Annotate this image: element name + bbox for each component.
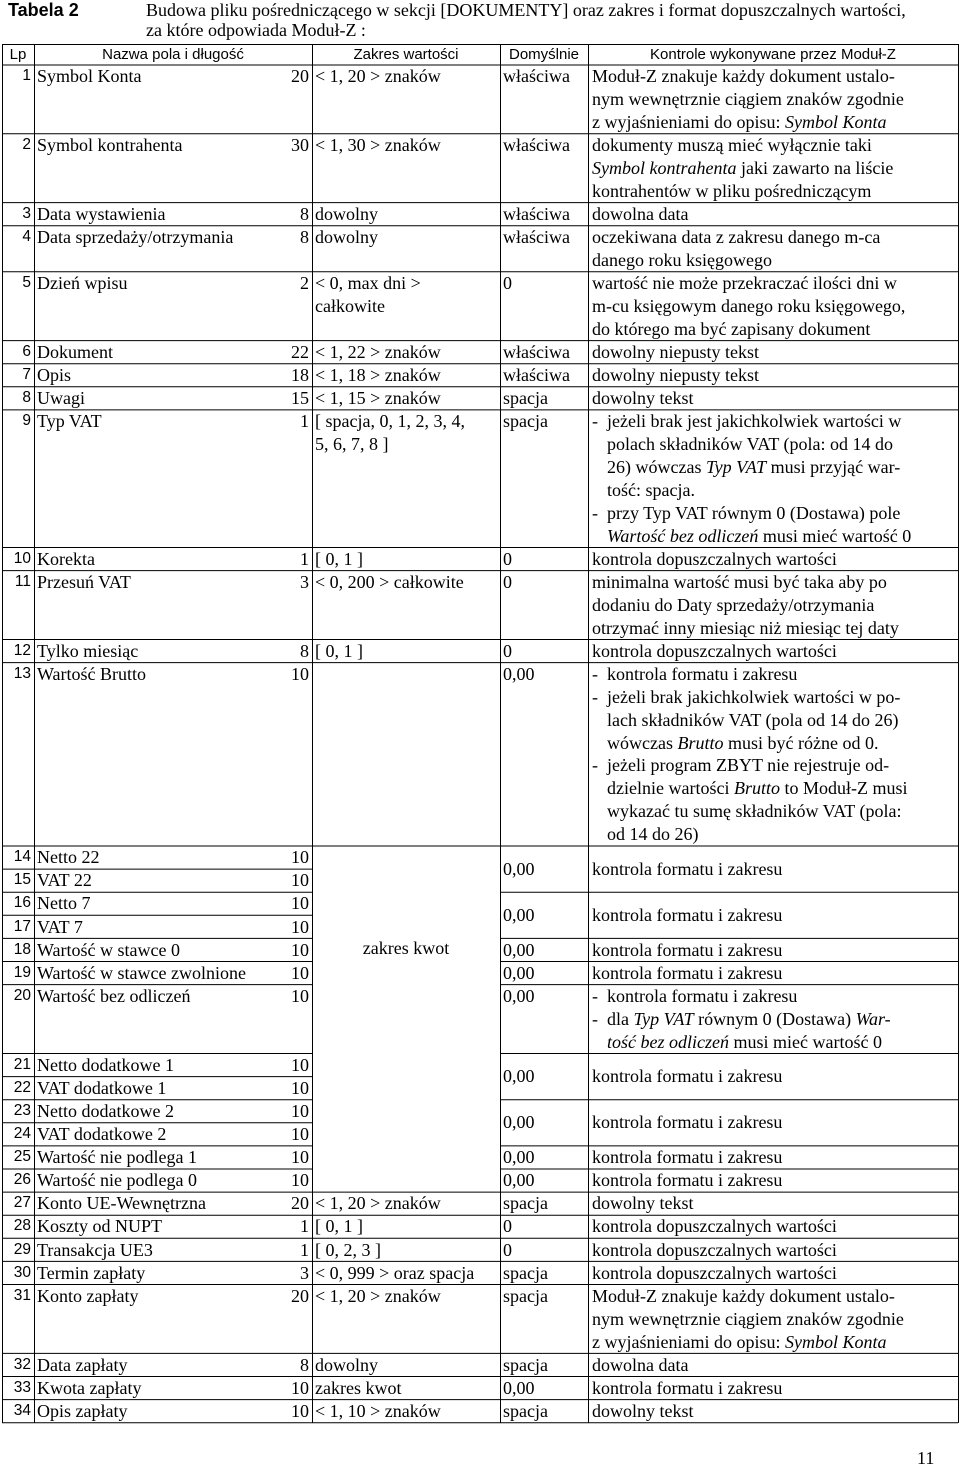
default-value: spacja <box>503 1400 548 1421</box>
default-value: spacja <box>503 1285 548 1306</box>
checks-text: dokumenty muszą mieć wyłącznie taki Symbol kontrahenta jaki zawarto na liście kontrahentów w pliku pośredniczącym <box>592 134 894 201</box>
value-range: < 1, 18 > znaków <box>315 364 441 385</box>
default-value: właściwa <box>503 134 570 155</box>
field-length: 20 <box>291 1285 309 1306</box>
value-range: < 1, 30 > znaków <box>315 134 441 155</box>
field-length: 10 <box>291 1170 309 1191</box>
row-number: 27 <box>13 1194 31 1212</box>
value-range: [ 0, 2, 3 ] <box>315 1239 381 1260</box>
field-name: Data wystawienia <box>37 203 166 224</box>
row-number: 11 <box>14 572 31 590</box>
checks-text: - jeżeli brak jest jakichkolwiek wartości w polach składników VAT (pola: od 14 do 26) wówczas Typ VAT musi przyjąć war- tość: spacja. - przy Typ VAT równym 0 (Dostawa) pole Wartość bez odliczeń musi mieć wartość 0 <box>592 411 912 546</box>
field-name: Opis zapłaty <box>37 1400 128 1421</box>
default-value: 0,00 <box>503 962 535 983</box>
field-name: Dokument <box>37 341 113 362</box>
value-range: [ 0, 1 ] <box>315 548 363 569</box>
checks-text: kontrola formatu i zakresu <box>592 904 783 925</box>
field-name: Netto 7 <box>37 893 91 914</box>
field-length: 10 <box>291 1054 309 1075</box>
field-name: Tylko miesiąc <box>37 640 139 661</box>
field-length: 3 <box>300 571 309 592</box>
field-length: 8 <box>300 640 309 661</box>
field-name: Konto UE-Wewnętrzna <box>37 1193 206 1214</box>
field-length: 1 <box>300 411 309 432</box>
checks-text: kontrola dopuszczalnych wartości <box>592 640 837 661</box>
field-name: Wartość nie podlega 0 <box>37 1170 197 1191</box>
default-value: właściwa <box>503 341 570 362</box>
default-value: właściwa <box>503 226 570 247</box>
field-length: 10 <box>291 870 309 891</box>
header-lp: Lp <box>9 46 27 63</box>
header-default: Domyślnie <box>508 46 580 63</box>
row-number: 3 <box>22 204 31 222</box>
checks-text: kontrola formatu i zakresu <box>592 1112 783 1133</box>
field-name: Symbol Konta <box>37 66 142 86</box>
default-value: 0,00 <box>503 858 535 879</box>
checks-text: kontrola dopuszczalnych wartości <box>592 1262 837 1283</box>
value-range: [ 0, 1 ] <box>315 1216 363 1237</box>
row-number: 26 <box>13 1171 31 1189</box>
value-range: [ spacja, 0, 1, 2, 3, 4, 5, 6, 7, 8 ] <box>315 411 465 454</box>
default-value: właściwa <box>503 203 570 224</box>
field-length: 10 <box>291 1377 309 1398</box>
value-range: < 1, 22 > znaków <box>315 341 441 362</box>
field-length: 10 <box>291 939 309 960</box>
field-name: Wartość w stawce zwolnione <box>37 962 246 983</box>
value-range: < 1, 20 > znaków <box>315 1193 441 1214</box>
field-length: 3 <box>300 1262 309 1283</box>
field-length: 8 <box>300 1354 309 1375</box>
row-number: 10 <box>13 549 31 567</box>
row-number: 4 <box>22 227 31 245</box>
field-name: Uwagi <box>37 388 85 408</box>
documents-table <box>0 44 960 1442</box>
value-range: < 1, 10 > znaków <box>315 1400 441 1421</box>
checks-text: dowolny tekst <box>592 388 694 408</box>
row-number: 34 <box>13 1401 31 1419</box>
field-name: Wartość w stawce 0 <box>37 939 180 960</box>
default-value: 0,00 <box>503 985 535 1006</box>
row-number: 30 <box>13 1263 31 1281</box>
default-value: 0 <box>503 1239 512 1260</box>
default-value: spacja <box>503 1354 548 1375</box>
field-name: Data sprzedaży/otrzymania <box>37 226 234 247</box>
page-number: 11 <box>917 1448 935 1468</box>
row-number: 9 <box>22 412 31 430</box>
default-value: 0 <box>503 548 512 569</box>
row-number: 22 <box>13 1078 31 1096</box>
field-name: Termin zapłaty <box>37 1262 146 1283</box>
field-name: Opis <box>37 364 72 385</box>
row-number: 32 <box>13 1355 31 1373</box>
default-value: 0,00 <box>503 939 535 960</box>
row-number: 28 <box>13 1217 31 1235</box>
field-length: 18 <box>291 364 309 385</box>
checks-text: dowolna data <box>592 1354 689 1375</box>
value-range: < 1, 15 > znaków <box>315 388 441 408</box>
row-number: 21 <box>13 1055 31 1073</box>
checks-text: kontrola dopuszczalnych wartości <box>592 548 837 569</box>
checks-text: kontrola dopuszczalnych wartości <box>592 1216 837 1237</box>
row-number: 31 <box>13 1286 31 1304</box>
checks-text: Moduł-Z znakuje każdy dokument ustalo- nym wewnętrznie ciągiem znaków zgodnie z wyjaśnieniami do opisu: Symbol Konta <box>592 1285 904 1352</box>
checks-text: dowolny tekst <box>592 1193 694 1214</box>
field-length: 10 <box>291 663 309 684</box>
field-name: Netto dodatkowe 2 <box>37 1100 174 1121</box>
header-checks: Kontrole wykonywane przez Moduł-Z <box>650 46 896 63</box>
checks-text: kontrola formatu i zakresu <box>592 1147 783 1168</box>
default-value: 0,00 <box>503 1112 535 1133</box>
field-length: 20 <box>291 1193 309 1214</box>
value-range: < 0, max dni > całkowite <box>315 272 421 316</box>
field-name: Korekta <box>37 548 95 569</box>
row-number: 20 <box>13 986 31 1004</box>
field-length: 2 <box>300 272 309 293</box>
default-value: 0,00 <box>503 1147 535 1168</box>
field-name: VAT dodatkowe 1 <box>37 1077 167 1098</box>
value-range-merged: zakres kwot <box>362 937 450 958</box>
field-length: 10 <box>291 1147 309 1168</box>
checks-text: dowolny niepusty tekst <box>592 341 759 362</box>
field-length: 10 <box>291 893 309 914</box>
field-length: 10 <box>291 1100 309 1121</box>
field-length: 1 <box>300 1239 309 1260</box>
checks-text: oczekiwana data z zakresu danego m-ca danego roku księgowego <box>592 226 881 270</box>
row-number: 19 <box>13 963 31 981</box>
field-name: Dzień wpisu <box>37 272 128 293</box>
field-length: 15 <box>291 388 309 408</box>
row-number: 18 <box>13 940 31 958</box>
row-number: 6 <box>22 342 31 360</box>
row-number: 12 <box>13 641 31 659</box>
field-name: Symbol kontrahenta <box>37 134 183 155</box>
row-number: 5 <box>22 273 31 291</box>
field-name: Kwota zapłaty <box>37 1377 142 1398</box>
value-range: < 0, 999 > oraz spacja <box>315 1262 475 1283</box>
header-name: Nazwa pola i długość <box>102 46 244 63</box>
row-number: 15 <box>13 871 31 889</box>
field-name: Wartość bez odliczeń <box>37 985 191 1006</box>
field-length: 1 <box>300 1216 309 1237</box>
field-name: Netto dodatkowe 1 <box>37 1054 174 1075</box>
default-value: spacja <box>503 411 548 432</box>
default-value: 0 <box>503 640 512 661</box>
checks-text: - kontrola formatu i zakresu - dla Typ VAT równym 0 (Dostawa) War- tość bez odliczeń musi mieć wartość 0 <box>592 985 891 1052</box>
default-value: 0,00 <box>503 904 535 925</box>
default-value: spacja <box>503 1262 548 1283</box>
value-range: zakres kwot <box>315 1377 402 1398</box>
field-length: 1 <box>300 548 309 569</box>
field-name: Wartość Brutto <box>37 663 147 684</box>
checks-text: kontrola formatu i zakresu <box>592 1066 783 1087</box>
row-number: 2 <box>22 135 31 153</box>
field-name: VAT 7 <box>37 916 83 937</box>
default-value: 0 <box>503 272 512 293</box>
field-length: 10 <box>291 1077 309 1098</box>
field-name: Typ VAT <box>37 411 102 432</box>
row-number: 7 <box>22 365 31 383</box>
field-length: 10 <box>291 916 309 937</box>
checks-text: kontrola dopuszczalnych wartości <box>592 1239 837 1260</box>
row-number: 1 <box>22 67 31 84</box>
field-length: 10 <box>291 1400 309 1421</box>
checks-text: - kontrola formatu i zakresu - jeżeli brak jakichkolwiek wartości w po- lach składników VAT (pola od 14 do 26) wówczas Brutto musi być różne od 0. - jeżeli program ZBYT nie rejestruje od- dzielnie wartości Brutto to Moduł-Z musi wykazać tu sumę składników VAT (pola: od 14 do 26) <box>592 663 908 845</box>
field-name: Przesuń VAT <box>37 571 131 592</box>
checks-text: minimalna wartość musi być taka aby po dodaniu do Daty sprzedaży/otrzymania otrzymać inny miesiąc niż miesiąc tej daty <box>592 571 899 638</box>
row-number: 8 <box>22 389 31 406</box>
default-value: 0 <box>503 1216 512 1237</box>
default-value: 0,00 <box>503 1170 535 1191</box>
table-label: Tabela 2 <box>8 0 79 20</box>
field-name: Koszty od NUPT <box>37 1216 162 1237</box>
field-name: Data zapłaty <box>37 1354 128 1375</box>
value-range: < 0, 200 > całkowite <box>315 571 464 592</box>
field-name: VAT dodatkowe 2 <box>37 1124 167 1144</box>
row-number: 25 <box>13 1148 31 1166</box>
checks-text: Moduł-Z znakuje każdy dokument ustalo- nym wewnętrznie ciągiem znaków zgodnie z wyjaśnieniami do opisu: Symbol Konta <box>592 66 904 132</box>
field-length: 20 <box>291 66 309 86</box>
field-length: 22 <box>291 341 309 362</box>
field-name: Netto 22 <box>37 847 100 868</box>
field-length: 10 <box>291 1124 309 1144</box>
value-range: dowolny <box>315 226 378 247</box>
value-range: dowolny <box>315 1354 378 1375</box>
checks-text: kontrola formatu i zakresu <box>592 858 783 879</box>
checks-text: kontrola formatu i zakresu <box>592 939 783 960</box>
header-range: Zakres wartości <box>353 46 459 63</box>
default-value: właściwa <box>503 364 570 385</box>
default-value: 0,00 <box>503 1066 535 1087</box>
field-length: 30 <box>291 134 309 155</box>
field-length: 8 <box>300 226 309 247</box>
default-value: właściwa <box>503 66 570 86</box>
field-name: Wartość nie podlega 1 <box>37 1147 197 1168</box>
row-number: 24 <box>13 1125 31 1142</box>
value-range: dowolny <box>315 203 378 224</box>
value-range: [ 0, 1 ] <box>315 640 363 661</box>
field-length: 10 <box>291 847 309 868</box>
row-number: 23 <box>13 1101 31 1119</box>
default-value: 0,00 <box>503 663 535 684</box>
default-value: 0 <box>503 571 512 592</box>
value-range: < 1, 20 > znaków <box>315 66 441 86</box>
field-name: VAT 22 <box>37 870 92 891</box>
checks-text: dowolny niepusty tekst <box>592 364 759 385</box>
row-number: 14 <box>13 848 31 866</box>
row-number: 33 <box>13 1378 31 1396</box>
field-name: Transakcja UE3 <box>37 1239 153 1260</box>
checks-text: wartość nie może przekraczać ilości dni w m-cu księgowym danego roku księgowego, do którego ma być zapisany dokument <box>592 272 906 339</box>
checks-text: kontrola formatu i zakresu <box>592 962 783 983</box>
row-number: 17 <box>13 917 31 935</box>
checks-text: kontrola formatu i zakresu <box>592 1170 783 1191</box>
field-length: 10 <box>291 985 309 1006</box>
checks-text: dowolny tekst <box>592 1400 694 1421</box>
field-length: 8 <box>300 203 309 224</box>
default-value: spacja <box>503 388 548 408</box>
value-range: < 1, 20 > znaków <box>315 1285 441 1306</box>
table-title: Budowa pliku pośredniczącego w sekcji [DOKUMENTY] oraz zakres i format dopuszczalnych wartości, za które odpowiada Moduł-Z : <box>146 0 906 40</box>
row-number: 29 <box>13 1240 31 1258</box>
field-name: Konto zapłaty <box>37 1285 139 1306</box>
field-length: 10 <box>291 962 309 983</box>
row-number: 16 <box>13 894 31 912</box>
default-value: 0,00 <box>503 1377 535 1398</box>
default-value: spacja <box>503 1193 548 1214</box>
table-caption <box>0 0 960 40</box>
row-number: 13 <box>13 664 31 682</box>
checks-text: kontrola formatu i zakresu <box>592 1377 783 1398</box>
checks-text: dowolna data <box>592 203 689 224</box>
